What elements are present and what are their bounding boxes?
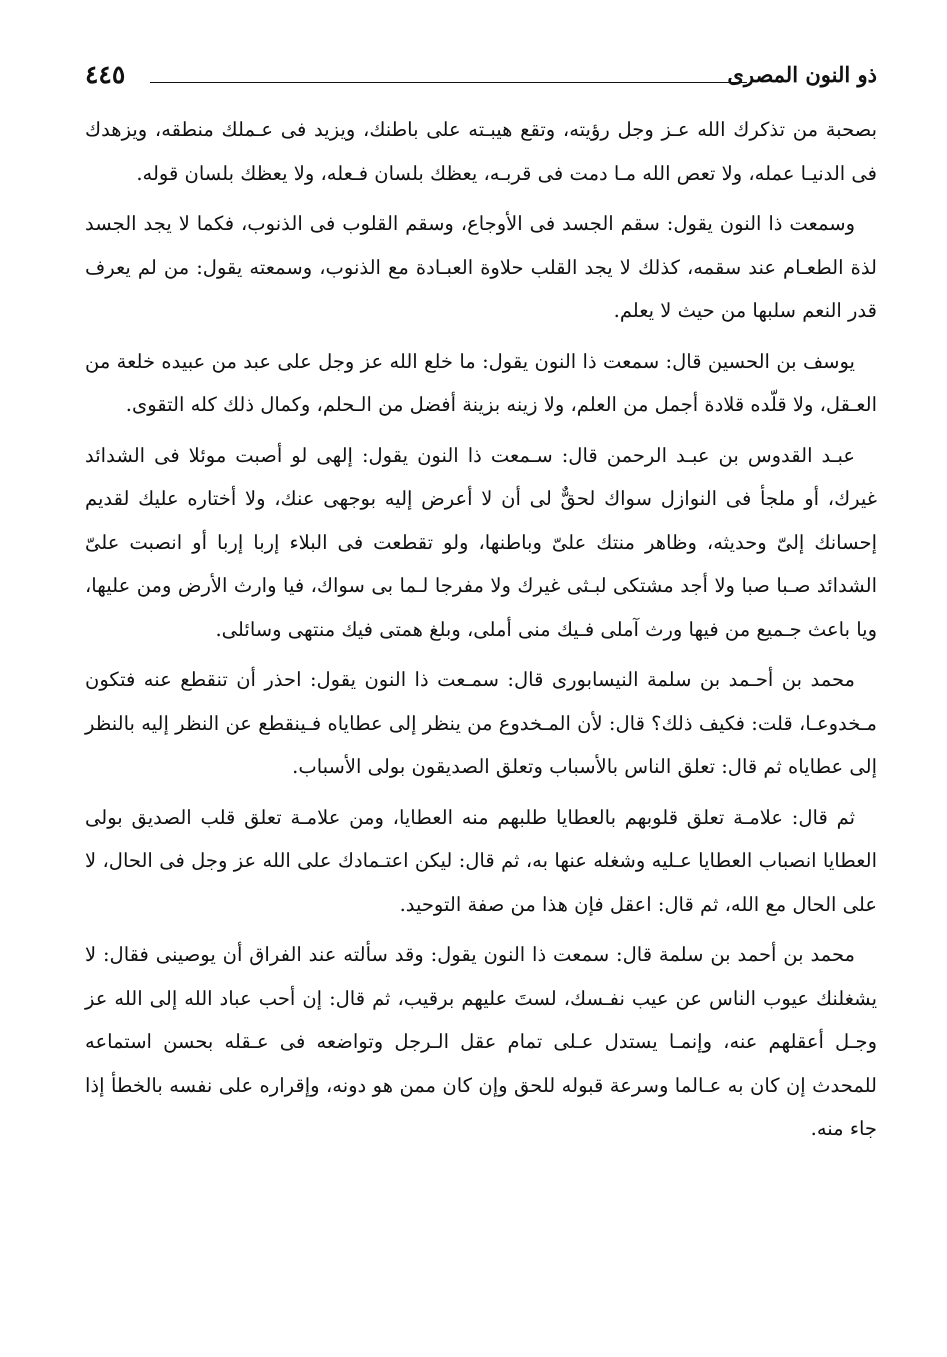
paragraph: وسمعت ذا النون يقول: سقم الجسد فى الأوجاع، وسقم القلوب فى الذنوب، فكما لا يجد الجسد لذة الطعـام عند سقمه، كذلك لا يجد القلب حلاوة العبـادة مع الذنوب، وسمعته يقول: من لم يعرف قدر النعم سلبها من حيث لا يعلم. [85,212,877,322]
page-header [85,62,877,102]
paragraph: يوسف بن الحسين قال: سمعت ذا النون يقول: ما خلع الله عز وجل على عبد من عبيده خلعة من العـقل، ولا قلّده قلادة أجمل من العلم، ولا زينه بزينة أفضل من الـحلم، وكمال ذلك كله التقوى. [85,349,877,416]
paragraph: عبـد القدوس بن عبـد الرحمن قال: سـمعت ذا النون يقول: إلهى لو أصبت موئلا فى الشدائد غيرك، أو ملجأ فى النوازل سواك لحقٌّ لى أن لا أعرض إليه بوجهى عنك، ولا أختاره عليك لقديم إحسانك إلىّ وحديثه، وظاهر منتك علىّ وباطنها، ولو تقطعت فى البلاء إربا إربا أو انصبت علىّ الشدائد صـبا صبا ولا أجد مشتكى لبـثى غيرك ولا مفرجا لـما بى سواك، فيا وارث الأرض ومن عليها، ويا باعث جـميع من فيها ورث آملى فـيك منى أملى، وبلغ همتى فيك منتهى وسائلى. [85,443,877,641]
body-text [85,108,877,1158]
paragraph: ثم قال: علامـة تعلق قلوبهم بالعطايا طلبهم منه العطايا، ومن علامـة تعلق قلب الصديق بولى العطايا انصباب العطايا عـليه وشغله عنها به، ثم قال: ليكن اعتـمادك على الله عز وجل فى الحال، لا على الحال مع الله، ثم قال: اعقل فإن هذا من صفة التوحيد. [85,805,877,916]
header-rule [150,82,747,83]
page-number: ٤٤٥ [85,60,126,89]
running-title: ذو النون المصرى [727,62,877,87]
paragraph: محمد بن أحـمد بن سلمة النيسابورى قال: سمـعت ذا النون يقول: احذر أن تنقطع عنه فتكون مـخدوعـا، قلت: فكيف ذلك؟ قال: لأن المـخدوع من ينظر إلى عطاياه فـينقطع عن النظر إليه بالنظر إلى عطاياه ثم قال: تعلق الناس بالأسباب وتعلق الصديقون بولى الأسباب. [85,668,877,778]
paragraph: محمد بن أحمد بن سلمة قال: سمعت ذا النون يقول: وقد سألته عند الفراق أن يوصينى فقال: لا يشغلنك عيوب الناس عن عيب نفـسك، لستَ عليهم برقيب، ثم قال: إن أحب عباد الله إلى الله عز وجـل أعقلهم عنه، وإنمـا يستدل عـلى تمام عقل الـرجل وتواضعه فى عـقله بحسن استماعه للمحدث إن كان به عـالما وسرعة قبوله للحق وإن كان ممن هو دونه، وإقراره على نفسه بالخطأ إذا جاء منه. [85,943,877,1140]
paragraph: بصحبة من تذكرك الله عـز وجل رؤيته، وتقع هيبـته على باطنك، ويزيد فى عـملك منطقه، ويزهدك فى الدنيـا عمله، ولا تعص الله مـا دمت فى قربـه، يعظك بلسان فـعله، ولا يعظك بلسان قوله. [85,118,877,185]
